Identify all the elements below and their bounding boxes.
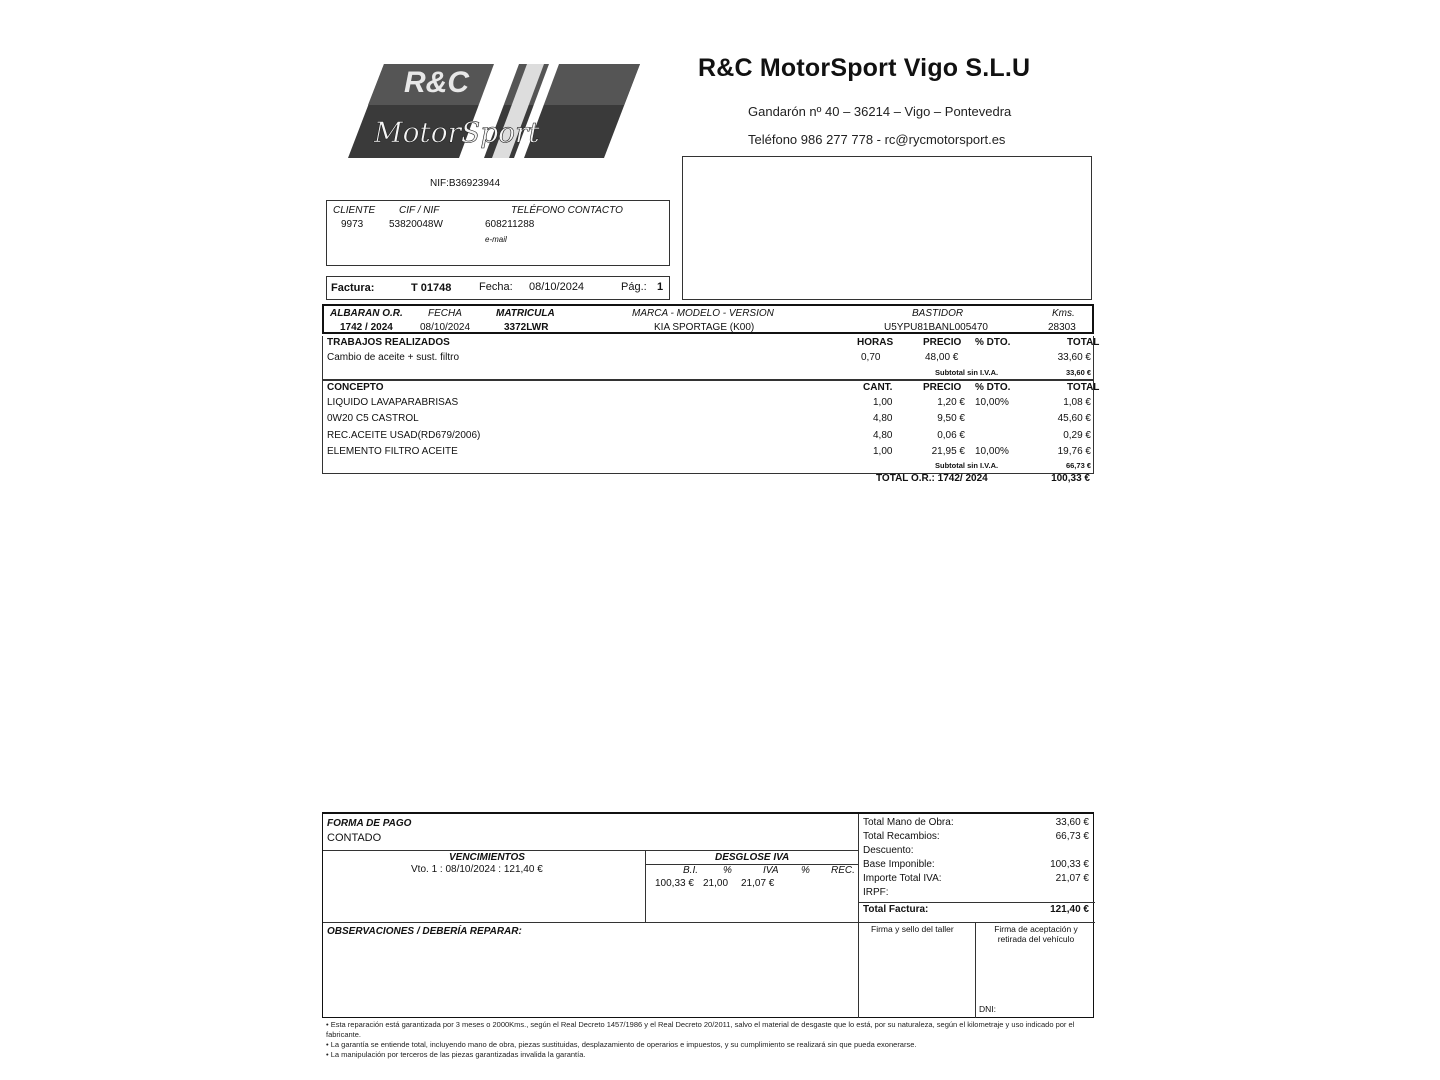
workshop-signature-label: Firma y sello del taller [871,924,954,934]
invoice-date: 08/10/2024 [529,281,585,293]
parts-row-desc: ELEMENTO FILTRO ACEITE [327,446,458,457]
client-email-label: e-mail [485,235,507,244]
invoice-page [310,30,1110,1080]
parts-row-total: 45,60 € [1057,413,1091,424]
totals-labor: 33,60 € [1055,817,1089,828]
parts-row-desc: REC.ACEITE USAD(RD679/2006) [327,430,481,441]
works-section [322,336,1100,380]
customer-signature-label: Firma de aceptación y retirada del vehículo [994,924,1078,944]
works-hours-header: HORAS [857,337,894,348]
works-row-price: 48,00 € [925,352,959,363]
total-or-label: TOTAL O.R.: 1742/ 2024 [876,473,988,484]
footnotes [326,1020,1096,1060]
totals-vat-label: Importe Total IVA: [863,873,942,884]
parts-subtotal-label: Subtotal sin I.V.A. [935,461,999,470]
totals-irpf-label: IRPF: [863,887,889,898]
totals-labor-label: Total Mano de Obra: [863,817,954,828]
invoice-total-label: Total Factura: [863,904,929,915]
company-contact: Teléfono 986 277 778 - rc@rycmotorsport.es [748,132,1006,147]
parts-row-price: 21,95 € [931,446,965,457]
order-albaran-header: ALBARAN O.R. [330,308,403,319]
order-plate: 3372LWR [504,322,549,333]
parts-title: CONCEPTO [327,382,384,393]
works-discount-header: % DTO. [975,337,1011,348]
parts-discount-header: % DTO. [975,382,1011,393]
vat-header-rec: REC. [831,865,855,876]
parts-row-qty: 4,80 [873,413,893,424]
vat-breakdown-label: DESGLOSE IVA [715,852,790,863]
works-subtotal-label: Subtotal sin I.V.A. [935,368,999,377]
company-name: R&C MotorSport Vigo S.L.U [698,54,1031,82]
invoice-date-label: Fecha: [479,281,513,293]
parts-section [322,380,1100,474]
works-total-header: TOTAL [1067,337,1100,348]
order-kms-header: Kms. [1052,308,1075,319]
works-row-total: 33,60 € [1057,352,1091,363]
invoice-number: T 01748 [411,282,452,294]
order-info-box [322,304,1094,334]
due-date-1: Vto. 1 : 08/10/2024 : 121,40 € [411,864,543,875]
due-dates-label: VENCIMIENTOS [449,852,525,863]
parts-total-header: TOTAL [1067,382,1100,393]
footnote-item: • La garantía se entiende total, incluyendo mano de obra, piezas sustituidas, desplazamiento de operarios e impuestos, y su cumplimiento se realizará sin que pueda exonerarse. [326,1040,917,1049]
client-id-header: CLIENTE [333,205,376,216]
order-model-header: MARCA - MODELO - VERSION [632,308,774,319]
totals-parts-label: Total Recambios: [863,831,940,842]
vat-header-iva: IVA [763,865,779,876]
footnote-item: • La manipulación por terceros de las piezas garantizadas invalida la garantía. [326,1050,586,1059]
company-nif: NIF:B36923944 [430,178,501,189]
invoice-box [326,276,670,300]
totals-discount-label: Descuento: [863,845,914,856]
parts-price-header: PRECIO [923,382,962,393]
order-plate-header: MATRICULA [496,308,555,319]
svg-text:MotorSport: MotorSport [374,116,540,149]
client-cif-header: CIF / NIF [399,205,440,216]
svg-text:R&C: R&C [404,66,469,99]
parts-row-price: 1,20 € [937,397,965,408]
vat-header-base: B.I. [683,865,699,876]
totals-parts: 66,73 € [1055,831,1089,842]
invoice-number-label: Factura: [331,282,375,294]
vat-header-percent: % [723,865,732,876]
client-box [326,200,670,266]
observations-label: OBSERVACIONES / DEBERÍA REPARAR: [327,926,522,937]
works-title: TRABAJOS REALIZADOS [327,337,450,348]
payment-method-label: FORMA DE PAGO [327,818,412,829]
parts-subtotal: 66,73 € [1065,461,1091,470]
parts-row-qty: 1,00 [873,446,893,457]
parts-row-total: 19,76 € [1057,446,1091,457]
order-model: KIA SPORTAGE (K00) [654,322,755,333]
totals-base: 100,33 € [1050,859,1089,870]
parts-row-qty: 1,00 [873,397,893,408]
vat-header-rec-percent: % [801,865,810,876]
summary-block [322,812,1094,1018]
company-logo [344,60,640,162]
client-cif: 53820048W [389,219,443,230]
works-row-desc: Cambio de aceite + sust. filtro [327,352,460,363]
parts-row-qty: 4,80 [873,430,893,441]
totals-base-label: Base Imponible: [863,859,935,870]
footnote-item: • Esta reparación está garantizada por 3 meses o 2000Kms., según el Real Decreto 1457/1986 y el Real Decreto 20/2011, salvo el material de desgaste que lo está, por su naturaleza, según el kilometraje y uso indicado por el fabricante. [326,1020,1075,1039]
client-phone: 608211288 [485,219,535,230]
total-or: 100,33 € [1051,473,1090,484]
parts-row-total: 0,29 € [1063,430,1091,441]
parts-row-price: 0,06 € [937,430,965,441]
dni-label: DNI: [979,1004,996,1014]
order-vin-header: BASTIDOR [912,308,964,319]
recipient-address-box [682,156,1092,300]
parts-row-desc: LIQUIDO LAVAPARABRISAS [327,397,459,408]
invoice-page-label: Pág.: [621,281,647,293]
client-phone-header: TELÉFONO CONTACTO [511,205,623,216]
parts-row-total: 1,08 € [1063,397,1091,408]
order-date-header: FECHA [428,308,462,319]
works-price-header: PRECIO [923,337,962,348]
order-albaran: 1742 / 2024 [340,322,393,333]
works-subtotal: 33,60 € [1065,368,1091,377]
parts-row-discount: 10,00% [975,446,1009,457]
invoice-page-number: 1 [657,281,664,293]
client-id: 9973 [341,219,364,230]
vat-base: 100,33 € [655,878,694,889]
totals-vat: 21,07 € [1055,873,1089,884]
parts-row-discount: 10,00% [975,397,1009,408]
parts-row-desc: 0W20 C5 CASTROL [327,413,419,424]
order-date: 08/10/2024 [420,322,471,333]
vat-amount: 21,07 € [741,878,775,889]
vat-percent: 21,00 [703,878,729,889]
invoice-total: 121,40 € [1050,904,1089,915]
order-kms: 28303 [1048,322,1076,333]
company-address: Gandarón nº 40 – 36214 – Vigo – Pontevedra [748,104,1012,119]
order-vin: U5YPU81BANL005470 [884,322,988,333]
payment-method: CONTADO [327,832,382,844]
parts-row-price: 9,50 € [937,413,965,424]
works-row-hours: 0,70 [861,352,881,363]
parts-qty-header: CANT. [863,382,893,393]
